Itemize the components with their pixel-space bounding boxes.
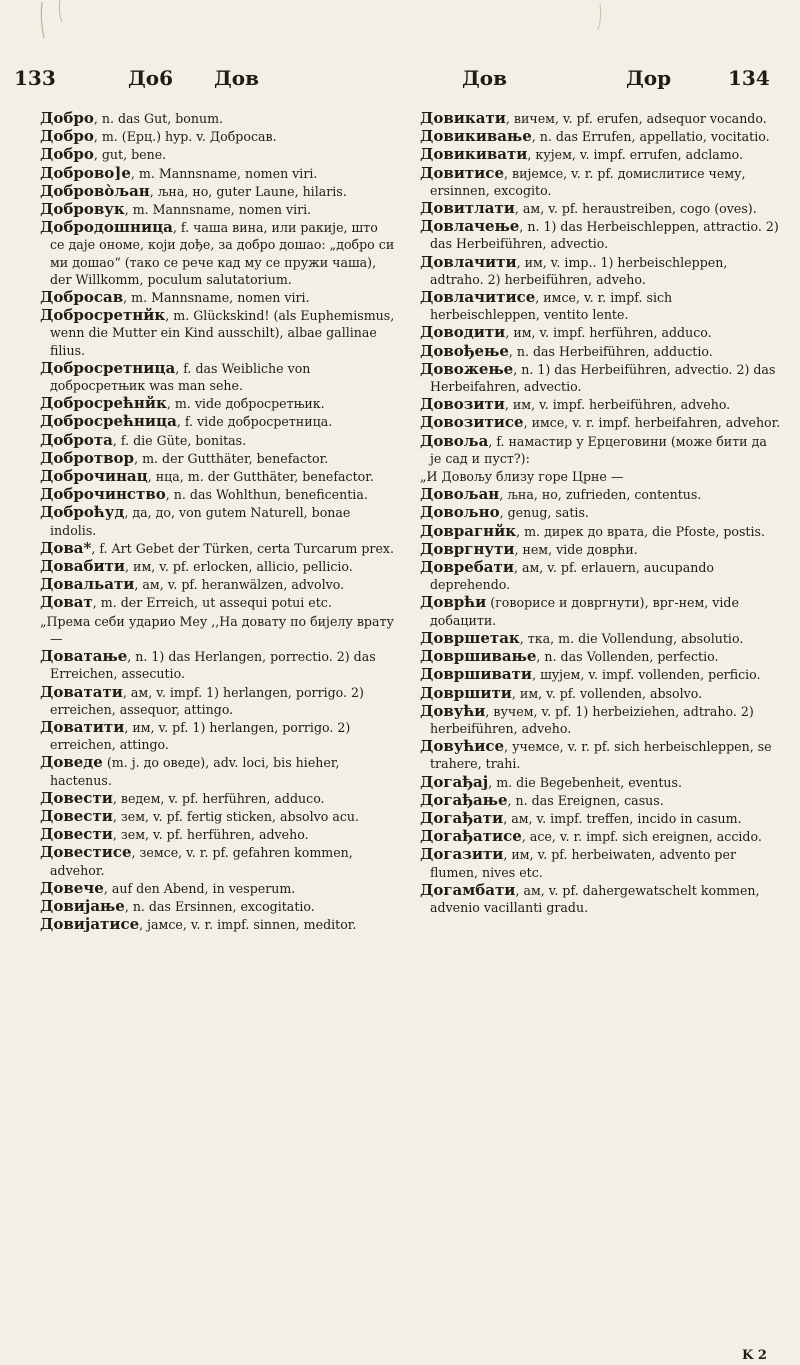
dictionary-entry (40, 413, 396, 430)
dictionary-entry (40, 808, 396, 825)
entry-definition: , им, v. imp.. 1) herbeischleppen, adtraho. 2) herbeiführen, adveho. (430, 254, 728, 287)
entry-definition: , m. Glückskind! (als Euphemismus, wenn die Mutter ein Kind ausschilt), albae gallinae filius. (50, 308, 395, 358)
dictionary-entry (420, 882, 782, 916)
dictionary-entry (40, 898, 396, 915)
dictionary-entry (40, 432, 396, 449)
entry-headword: Довикивање (420, 127, 532, 146)
entry-headword: Догађање (420, 790, 508, 809)
dictionary-entry (40, 576, 396, 593)
entry-definition: , љна, но, zufrieden, contentus. (499, 487, 702, 503)
entry-headword: Довлачити (420, 252, 517, 271)
entry-definition: , им, v. pf. herbeiwaten, advento per flumen, nives etc. (430, 847, 736, 880)
dictionary-entry (420, 846, 782, 880)
entry-headword: Доброво̀љан (40, 181, 150, 200)
dictionary-entry (40, 594, 396, 611)
entry-headword: Довести (40, 788, 113, 807)
entry-headword: Довозитисе (420, 413, 524, 432)
entry-headword: Довољa (420, 431, 489, 450)
entry-headword: Довикати (420, 110, 506, 127)
dictionary-entry (420, 541, 782, 558)
left-page-number: 133 (14, 66, 56, 90)
entry-headword: Довестисе (40, 843, 132, 862)
entry-headword: Доброво]е (40, 163, 131, 182)
entry-definition: , f. намастир у Ерцеговини (може бити да је сад и пуст?): (430, 433, 767, 466)
entry-headword: Добросрећница (40, 412, 177, 431)
dictionary-entry (420, 218, 782, 252)
entry-headword: Догађатисе (420, 827, 522, 846)
dictionary-entry (40, 540, 396, 557)
dictionary-entry (40, 880, 396, 897)
entry-headword: Доватити (40, 717, 125, 736)
entry-headword: Доврагнйк (420, 521, 517, 540)
entry-definition: , n. das Errufen, appellatio, vocitatio. (531, 129, 770, 145)
entry-headword: Довођење (420, 341, 509, 360)
entry-definition: , ведем, v. pf. herführen, adduco. (112, 790, 325, 806)
entry-headword: Довальати (40, 575, 135, 594)
dictionary-entry (40, 790, 396, 807)
dictionary-entry (420, 648, 782, 665)
entry-headword: Довућисе (420, 737, 505, 756)
left-guide-word-last: Дов (214, 66, 260, 90)
entry-definition: , им, v. pf. 1) herlangen, porrigo. 2) erreichen, attingo. (50, 719, 351, 753)
entry-definition: , n. das Herbeiführen, adductio. (508, 343, 713, 359)
signature-mark: K 2 (742, 1348, 767, 1363)
entry-headword: Добросретнйк (40, 306, 166, 325)
entry-headword: Довршетак (420, 628, 520, 647)
entry-headword: Добросав (40, 288, 124, 307)
entry-definition: , кујем, v. impf. errufen, adclamo. (527, 147, 744, 163)
left-column (40, 110, 396, 1350)
entry-definition: , им, v. pf. erlocken, allicio, pellicio. (125, 559, 353, 575)
dictionary-entry (420, 128, 782, 145)
entry-definition: , им, v. pf. vollenden, absolvo. (511, 685, 703, 701)
dictionary-entry (40, 684, 396, 718)
entry-headword: Довитисе (420, 163, 504, 182)
entry-headword: Доват (40, 593, 93, 612)
entry-headword: Довести (40, 825, 113, 844)
entry-definition: (m. j. до оведе), adv. loci, bis hieher, hactenus. (50, 755, 340, 788)
dictionary-entry (420, 523, 782, 540)
dictionary-entry (420, 110, 782, 127)
entry-definition: , им, v. impf. herbeiführen, adveho. (504, 397, 731, 413)
dictionary-entry (40, 504, 396, 538)
entry-headword: Довољан (420, 485, 500, 504)
entry-definition: „И Довољу близу горе Црне — (420, 469, 624, 485)
entry-definition: , n. das Vollenden, perfectio. (536, 649, 719, 665)
entry-headword: Добродошница (40, 218, 173, 237)
entry-definition: , m. Mannsname, nomen viri. (124, 202, 312, 218)
entry-headword: Добросрећнйк (40, 394, 167, 413)
entry-definition: , n. das Ereignen, casus. (507, 792, 664, 808)
dictionary-entry (420, 396, 782, 413)
entry-definition: , имсе, v. r. impf. sich herbeischleppen, ventito lente. (430, 290, 673, 323)
dictionary-entry (40, 146, 396, 163)
dictionary-entry (420, 792, 782, 809)
entry-definition: , f. die Güte, bonitas. (112, 432, 247, 448)
entry-definition: , учемсе, v. r. pf. sich herbeischleppen, se trahere, trahi. (430, 739, 772, 772)
dictionary-entry (420, 414, 782, 431)
entry-headword: Доводити (420, 323, 506, 342)
entry-headword: Добровук (40, 200, 125, 219)
entry-headword: Довикивати (420, 145, 528, 164)
entry-headword: Дова* (40, 538, 92, 557)
dictionary-entry (420, 324, 782, 341)
entry-headword: Добро (40, 127, 94, 146)
entry-definition: , љна, но, guter Laune, hilaris. (149, 183, 347, 199)
entry-definition: , тка, m. die Vollendung, absolutio. (519, 630, 744, 646)
entry-headword: Доватање (40, 647, 128, 666)
entry-headword: Доброчинство (40, 485, 166, 504)
entry-definition: , нем, vide доврћи. (514, 541, 638, 557)
entry-definition: , ам, v. pf. dahergewatschelt kommen, advenio vacillanti gradu. (430, 882, 760, 915)
dictionary-entry (40, 110, 396, 127)
right-column (420, 110, 782, 1350)
entry-definition: , f. Art Gebet der Türken, certa Turcarum prex. (91, 540, 395, 556)
dictionary-entry (420, 504, 782, 521)
dictionary-entry (420, 738, 782, 772)
entry-definition: , m. дирек до врата, die Pfoste, postis. (516, 523, 765, 539)
dictionary-entry (420, 200, 782, 217)
entry-headword: Доватати (40, 682, 123, 701)
dictionary-entry (420, 146, 782, 163)
entry-definition: , земсе, v. r. pf. gefahren kommen, advehor. (50, 845, 353, 878)
entry-definition: , n. 1) das Herbeischleppen, attractio. 2) das Herbeiführen, advectio. (430, 219, 779, 252)
dictionary-entry (420, 559, 782, 593)
entry-headword: Довргнути (420, 539, 515, 558)
pencil-marks (0, 0, 800, 120)
dictionary-entry (420, 810, 782, 827)
entry-headword: Догађати (420, 808, 504, 827)
entry-headword: Довијање (40, 896, 125, 915)
dictionary-entry (420, 774, 782, 791)
entry-headword: Довршивати (420, 665, 533, 684)
dictionary-entry (40, 468, 396, 485)
entry-definition: (говорисе и довргнути), врг-нем, vide добацити. (430, 595, 739, 628)
entry-definition: , асе, v. r. impf. sich ereignen, accido. (521, 829, 762, 845)
entry-headword: Добросретница (40, 358, 176, 377)
dictionary-entry (420, 289, 782, 323)
entry-headword: Довече (40, 878, 104, 897)
entry-definition: , n. das Wohlthun, beneficentia. (165, 487, 368, 503)
entry-headword: Довребати (420, 558, 514, 577)
entry-headword: Довршивање (420, 647, 537, 666)
right-guide-word-last: Дор (626, 66, 672, 90)
entry-headword: Добро (40, 145, 94, 164)
entry-definition: , зем, v. pf. herführen, adveho. (112, 827, 309, 843)
entry-definition: , ам, v. pf. heraustreiben, cogo (oves). (514, 201, 757, 217)
entry-definition: , шујем, v. impf. vollenden, perficio. (532, 667, 761, 683)
dictionary-entry (420, 361, 782, 395)
entry-definition: , ам, v. impf. 1) herlangen, porrigo. 2) erreichen, assequor, attingo. (50, 684, 364, 717)
entry-headword: Догамбати (420, 880, 516, 899)
right-page-number: 134 (728, 66, 770, 90)
dictionary-entry (420, 486, 782, 503)
entry-headword: Доброчинац (40, 467, 148, 486)
entry-definition: , n. das Gut, bonum. (93, 111, 224, 126)
entry-headword: Довући (420, 701, 486, 720)
entry-headword: Довозити (420, 395, 505, 414)
dictionary-entry (40, 844, 396, 878)
dictionary-entry (420, 685, 782, 702)
entry-definition: , да, до, von gutem Naturell, bonae indolis. (50, 505, 351, 538)
entry-definition: , m. Mannsname, nomen viri. (130, 165, 318, 181)
entry-definition: , вијемсе, v. r. pf. домислитисе чему, ersinnen, excogito. (430, 165, 746, 198)
entry-headword: Довабити (40, 557, 126, 576)
entry-headword: Догађај (420, 772, 489, 791)
entry-definition: , f. das Weibliche von доброcретњик was man sehe. (50, 360, 311, 394)
dictionary-entry (40, 289, 396, 306)
entry-definition: , m. Mannsname, nomen viri. (123, 290, 310, 306)
dictionary-entry (40, 719, 396, 753)
entry-headword: Добро (40, 110, 94, 127)
dictionary-entry (420, 433, 782, 467)
entry-definition: , n. das Ersinnen, excogitatio. (124, 898, 315, 914)
dictionary-entry (40, 395, 396, 412)
dictionary-entry (40, 558, 396, 575)
dictionary-entry (40, 826, 396, 843)
running-header (0, 66, 800, 96)
dictionary-entry (40, 165, 396, 182)
entry-headword: Довлачитисе (420, 288, 536, 307)
entry-headword: Добротвор (40, 448, 135, 467)
dictionary-entry (420, 630, 782, 647)
entry-definition: „Према себи ударио Меу ,,На довату по бијелу врату — (40, 613, 394, 646)
entry-definition: , m. die Begebenheit, eventus. (488, 774, 682, 790)
entry-headword: Довитлати (420, 199, 515, 218)
entry-headword: Довијатисе (40, 915, 140, 934)
left-guide-word-first: До6 (128, 66, 174, 90)
dictionary-entry (40, 307, 396, 359)
entry-definition: , m. der Erreich, ut assequi potui etc. (92, 595, 332, 611)
entry-headword: Доброта (40, 430, 113, 449)
dictionary-entry (40, 613, 396, 647)
entry-headword: Довољно (420, 503, 500, 522)
dictionary-entry (40, 219, 396, 288)
entry-headword: Доброћуд (40, 503, 125, 522)
dictionary-entry (40, 360, 396, 394)
entry-headword: Довршити (420, 683, 512, 702)
entry-definition: , genug, satis. (499, 505, 589, 521)
entry-headword: Доведе (40, 753, 103, 772)
dictionary-entry (40, 648, 396, 682)
right-guide-word-first: Дов (462, 66, 508, 90)
entry-headword: Доврћи (420, 593, 487, 612)
entry-definition: , m. der Gutthäter, benefactor. (134, 450, 329, 466)
entry-definition: , ам, v. pf. erlauern, aucupando deprehendo. (430, 560, 714, 593)
dictionary-entry (420, 666, 782, 683)
dictionary-entry (420, 165, 782, 199)
entry-definition: , зем, v. pf. fertig sticken, absolvo acu. (112, 808, 360, 824)
dictionary-entry (40, 916, 396, 933)
dictionary-entry (40, 201, 396, 218)
entry-definition: , ам, v. pf. heranwälzen, advolvo. (134, 577, 345, 593)
dictionary-entry (40, 128, 396, 145)
entry-definition: , ам, v. impf. treffen, incido in casum. (503, 810, 742, 826)
entry-definition: , f. vide добросретница. (176, 414, 333, 430)
entry-definition: , auf den Abend, in vesperum. (103, 880, 296, 896)
entry-definition: , n. 1) das Herlangen, porrectio. 2) das Erreichen, assecutio. (50, 649, 376, 682)
entry-headword: Довести (40, 806, 113, 825)
dictionary-entry (420, 828, 782, 845)
entry-definition: , вучем, v. pf. 1) herbeiziehen, adtraho. 2) herbeiführen, adveho. (430, 703, 754, 736)
entry-headword: Довлачење (420, 217, 520, 236)
entry-definition: , f. чаша вина, или ракије, што се даје ономе, који дође, за добро дошао: „добро си ми дошао“ (тако се рече кад му се пружи чаша), der Willkomm, poculum salutatorium. (50, 220, 395, 287)
dictionary-entry (420, 254, 782, 288)
entry-definition: , имсе, v. r. impf. herbeifahren, advehor. (523, 415, 781, 431)
entry-definition: , вичем, v. pf. erufen, adsequor vocando. (505, 111, 767, 126)
entry-definition: , им, v. impf. herführen, adduco. (505, 325, 712, 341)
entry-definition: , јамсе, v. r. impf. sinnen, meditor. (139, 917, 357, 933)
dictionary-entry (420, 703, 782, 737)
dictionary-entry (40, 450, 396, 467)
entry-definition: , gut, bene. (93, 147, 167, 163)
entry-definition: , m. vide добросретњик. (166, 396, 325, 412)
entry-definition: , n. 1) das Herbeiführen, advectio. 2) das Herbeifahren, advectio. (430, 361, 776, 395)
entry-definition: , m. (Ерц.) hyp. v. Добросав. (93, 129, 277, 145)
dictionary-entry (40, 183, 396, 200)
entry-definition: , нца, m. der Gutthäter, benefactor. (147, 469, 374, 485)
dictionary-entry (40, 486, 396, 503)
dictionary-entry (40, 754, 396, 788)
entry-headword: Догазити (420, 845, 504, 864)
dictionary-entry (420, 343, 782, 360)
entry-headword: Довожење (420, 359, 514, 378)
dictionary-entry (420, 594, 782, 628)
dictionary-entry (420, 468, 782, 485)
